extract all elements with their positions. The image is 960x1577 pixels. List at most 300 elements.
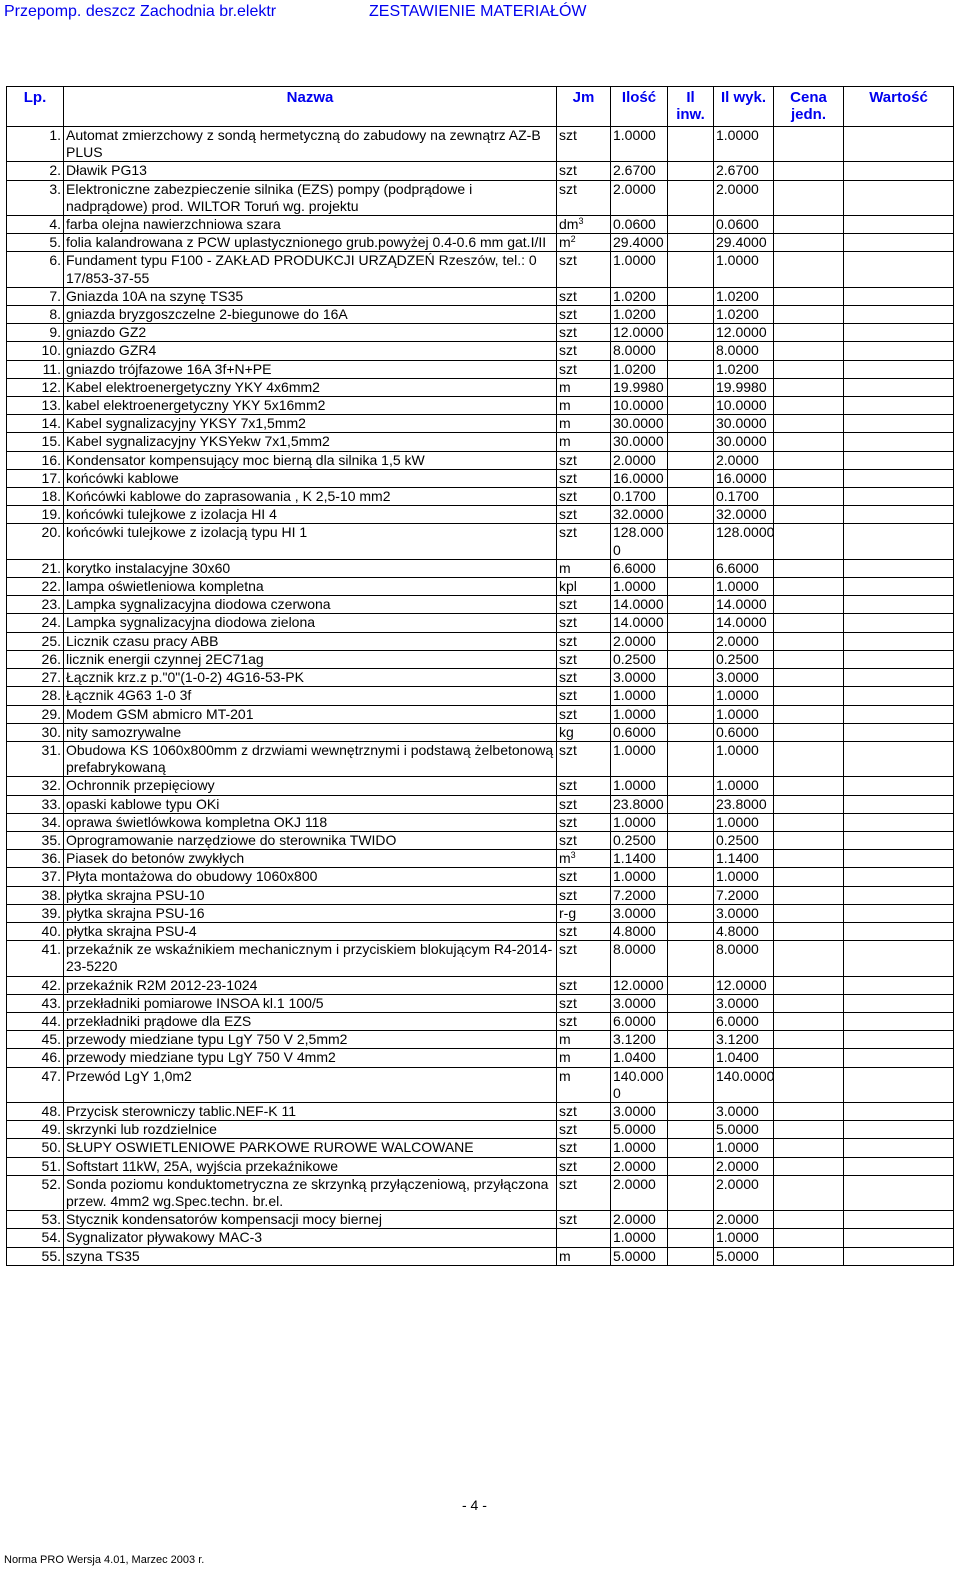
- row-il-wyk: 29.4000: [714, 234, 774, 252]
- row-ilosc: 16.0000: [611, 469, 668, 487]
- row-il-wyk: 1.0000: [714, 741, 774, 776]
- row-jm: szt: [557, 741, 611, 776]
- table-row: [7, 360, 954, 378]
- row-ilosc: 140.0000: [611, 1067, 668, 1102]
- row-jm: szt: [557, 1102, 611, 1120]
- row-name: farba olejna nawierzchniowa szara: [64, 216, 557, 234]
- row-ilosc: 1.0000: [611, 705, 668, 723]
- row-lp: 32.: [7, 777, 64, 795]
- row-lp: 1.: [7, 127, 64, 162]
- row-ilosc: 5.0000: [611, 1247, 668, 1265]
- row-cena: [774, 1102, 844, 1120]
- row-jm: szt: [557, 941, 611, 976]
- row-ilosc: 3.0000: [611, 669, 668, 687]
- row-jm: szt: [557, 1211, 611, 1229]
- table-row: [7, 397, 954, 415]
- row-jm: szt: [557, 451, 611, 469]
- row-cena: [774, 723, 844, 741]
- row-il-inw: [668, 1211, 714, 1229]
- row-lp: 52.: [7, 1175, 64, 1210]
- row-wartosc: [844, 506, 954, 524]
- row-wartosc: [844, 488, 954, 506]
- row-il-inw: [668, 1139, 714, 1157]
- row-name: Lampka sygnalizacyjna diodowa czerwona: [64, 596, 557, 614]
- row-wartosc: [844, 324, 954, 342]
- row-jm: szt: [557, 524, 611, 559]
- table-row: [7, 650, 954, 668]
- row-il-inw: [668, 994, 714, 1012]
- row-cena: [774, 469, 844, 487]
- row-lp: 45.: [7, 1031, 64, 1049]
- row-il-wyk: 8.0000: [714, 342, 774, 360]
- row-lp: 10.: [7, 342, 64, 360]
- row-cena: [774, 687, 844, 705]
- row-wartosc: [844, 180, 954, 215]
- row-wartosc: [844, 922, 954, 940]
- row-il-inw: [668, 886, 714, 904]
- row-il-wyk: 0.2500: [714, 650, 774, 668]
- row-ilosc: 12.0000: [611, 324, 668, 342]
- table-row: [7, 252, 954, 287]
- row-name: płytka skrajna PSU-16: [64, 904, 557, 922]
- row-ilosc: 10.0000: [611, 397, 668, 415]
- row-name: kabel elektroenergetyczny YKY 5x16mm2: [64, 397, 557, 415]
- row-cena: [774, 451, 844, 469]
- row-jm: szt: [557, 596, 611, 614]
- table-row: [7, 632, 954, 650]
- row-il-wyk: 5.0000: [714, 1247, 774, 1265]
- row-lp: 9.: [7, 324, 64, 342]
- row-il-inw: [668, 216, 714, 234]
- column-header-il-wyk: Il wyk.: [714, 87, 774, 127]
- row-il-inw: [668, 904, 714, 922]
- row-ilosc: 8.0000: [611, 941, 668, 976]
- row-il-wyk: 4.8000: [714, 922, 774, 940]
- row-wartosc: [844, 559, 954, 577]
- row-ilosc: 30.0000: [611, 433, 668, 451]
- table-row: [7, 415, 954, 433]
- row-il-inw: [668, 397, 714, 415]
- row-jm: m: [557, 559, 611, 577]
- row-jm: szt: [557, 705, 611, 723]
- row-wartosc: [844, 777, 954, 795]
- row-ilosc: 0.1700: [611, 488, 668, 506]
- row-ilosc: 1.0000: [611, 868, 668, 886]
- unit-base: m: [559, 850, 571, 867]
- row-lp: 29.: [7, 705, 64, 723]
- row-wartosc: [844, 1157, 954, 1175]
- row-cena: [774, 922, 844, 940]
- row-jm: szt: [557, 813, 611, 831]
- row-wartosc: [844, 1012, 954, 1030]
- row-il-wyk: 6.6000: [714, 559, 774, 577]
- row-il-inw: [668, 795, 714, 813]
- table-row: [7, 180, 954, 215]
- row-jm: kg: [557, 723, 611, 741]
- row-il-wyk: 1.0000: [714, 578, 774, 596]
- row-cena: [774, 1031, 844, 1049]
- table-row: [7, 831, 954, 849]
- row-cena: [774, 234, 844, 252]
- row-il-inw: [668, 1229, 714, 1247]
- row-il-inw: [668, 433, 714, 451]
- row-wartosc: [844, 524, 954, 559]
- table-row: [7, 669, 954, 687]
- row-lp: 26.: [7, 650, 64, 668]
- row-name: opaski kablowe typu OKi: [64, 795, 557, 813]
- row-jm: szt: [557, 360, 611, 378]
- row-wartosc: [844, 252, 954, 287]
- row-jm: szt: [557, 127, 611, 162]
- row-lp: 53.: [7, 1211, 64, 1229]
- row-lp: 40.: [7, 922, 64, 940]
- table-row: [7, 614, 954, 632]
- row-jm: szt: [557, 1175, 611, 1210]
- row-name: lampa oświetleniowa kompletna: [64, 578, 557, 596]
- row-jm: szt: [557, 488, 611, 506]
- row-il-inw: [668, 669, 714, 687]
- row-il-wyk: 14.0000: [714, 614, 774, 632]
- row-jm: [557, 216, 611, 234]
- row-ilosc: 2.0000: [611, 180, 668, 215]
- row-wartosc: [844, 904, 954, 922]
- row-name: Łącznik krz.z p."0"(1-0-2) 4G16-53-PK: [64, 669, 557, 687]
- page-number: - 4 -: [462, 1497, 487, 1513]
- row-name: Dławik PG13: [64, 162, 557, 180]
- table-row: [7, 524, 954, 559]
- column-header-nazwa: Nazwa: [64, 87, 557, 127]
- row-lp: 16.: [7, 451, 64, 469]
- row-wartosc: [844, 415, 954, 433]
- row-jm: szt: [557, 922, 611, 940]
- row-jm: szt: [557, 306, 611, 324]
- row-il-inw: [668, 1031, 714, 1049]
- row-wartosc: [844, 216, 954, 234]
- row-il-wyk: 3.0000: [714, 1102, 774, 1120]
- row-il-wyk: 2.0000: [714, 1211, 774, 1229]
- row-wartosc: [844, 831, 954, 849]
- row-il-inw: [668, 614, 714, 632]
- row-il-wyk: 1.0000: [714, 1139, 774, 1157]
- row-il-wyk: 1.0000: [714, 813, 774, 831]
- row-il-wyk: 30.0000: [714, 415, 774, 433]
- row-ilosc: 23.8000: [611, 795, 668, 813]
- row-lp: 2.: [7, 162, 64, 180]
- table-row: [7, 1229, 954, 1247]
- row-name: gniazdo trójfazowe 16A 3f+N+PE: [64, 360, 557, 378]
- table-row: [7, 342, 954, 360]
- table-row: [7, 1211, 954, 1229]
- row-cena: [774, 1229, 844, 1247]
- row-lp: 24.: [7, 614, 64, 632]
- row-lp: 38.: [7, 886, 64, 904]
- row-jm: szt: [557, 1139, 611, 1157]
- row-il-inw: [668, 360, 714, 378]
- row-il-wyk: 0.6000: [714, 723, 774, 741]
- row-il-wyk: 16.0000: [714, 469, 774, 487]
- row-ilosc: 1.0000: [611, 1229, 668, 1247]
- row-il-wyk: 12.0000: [714, 324, 774, 342]
- row-name: Kabel elektroenergetyczny YKY 4x6mm2: [64, 378, 557, 396]
- row-name: Piasek do betonów zwykłych: [64, 850, 557, 868]
- row-il-inw: [668, 632, 714, 650]
- row-il-inw: [668, 831, 714, 849]
- table-row: [7, 994, 954, 1012]
- table-row: [7, 1049, 954, 1067]
- row-il-wyk: 32.0000: [714, 506, 774, 524]
- row-cena: [774, 1211, 844, 1229]
- row-wartosc: [844, 723, 954, 741]
- row-lp: 30.: [7, 723, 64, 741]
- row-jm: szt: [557, 687, 611, 705]
- row-name: Płyta montażowa do obudowy 1060x800: [64, 868, 557, 886]
- row-wartosc: [844, 433, 954, 451]
- row-name: przekaźnik ze wskaźnikiem mechanicznym i przyciskiem blokującym R4-2014-23-5220: [64, 941, 557, 976]
- row-lp: 7.: [7, 287, 64, 305]
- row-jm: m: [557, 1247, 611, 1265]
- row-lp: 36.: [7, 850, 64, 868]
- row-lp: 27.: [7, 669, 64, 687]
- row-lp: 11.: [7, 360, 64, 378]
- row-name: Łącznik 4G63 1-0 3f: [64, 687, 557, 705]
- row-name: Kabel sygnalizacyjny YKSYekw 7x1,5mm2: [64, 433, 557, 451]
- row-wartosc: [844, 306, 954, 324]
- table-row: [7, 705, 954, 723]
- row-cena: [774, 1157, 844, 1175]
- row-cena: [774, 795, 844, 813]
- row-lp: 19.: [7, 506, 64, 524]
- header-report-title: ZESTAWIENIE MATERIAŁÓW: [369, 3, 587, 20]
- row-lp: 4.: [7, 216, 64, 234]
- row-lp: 51.: [7, 1157, 64, 1175]
- row-wartosc: [844, 669, 954, 687]
- row-lp: 46.: [7, 1049, 64, 1067]
- row-il-inw: [668, 488, 714, 506]
- row-jm: szt: [557, 831, 611, 849]
- row-lp: 18.: [7, 488, 64, 506]
- row-ilosc: 0.2500: [611, 831, 668, 849]
- row-il-inw: [668, 941, 714, 976]
- table-row: [7, 976, 954, 994]
- row-il-wyk: 128.0000: [714, 524, 774, 559]
- row-ilosc: 30.0000: [611, 415, 668, 433]
- row-il-inw: [668, 687, 714, 705]
- table-row: [7, 1139, 954, 1157]
- row-jm: szt: [557, 252, 611, 287]
- table-row: [7, 506, 954, 524]
- row-il-wyk: 1.0000: [714, 777, 774, 795]
- row-cena: [774, 1247, 844, 1265]
- row-cena: [774, 1012, 844, 1030]
- row-il-wyk: 1.0200: [714, 360, 774, 378]
- table-row: [7, 378, 954, 396]
- row-jm: m: [557, 433, 611, 451]
- row-lp: 50.: [7, 1139, 64, 1157]
- row-jm: szt: [557, 777, 611, 795]
- row-ilosc: 8.0000: [611, 342, 668, 360]
- row-ilosc: 1.0200: [611, 306, 668, 324]
- row-il-wyk: 2.0000: [714, 451, 774, 469]
- row-cena: [774, 306, 844, 324]
- table-row: [7, 1012, 954, 1030]
- row-ilosc: 1.0400: [611, 1049, 668, 1067]
- row-il-wyk: 1.0000: [714, 687, 774, 705]
- row-jm: m: [557, 397, 611, 415]
- row-ilosc: 1.0000: [611, 1139, 668, 1157]
- row-lp: 21.: [7, 559, 64, 577]
- row-name: przekładniki pomiarowe INSOA kl.1 100/5: [64, 994, 557, 1012]
- row-ilosc: 1.0000: [611, 777, 668, 795]
- row-ilosc: 32.0000: [611, 506, 668, 524]
- unit-exponent: 3: [570, 850, 576, 861]
- row-jm: szt: [557, 342, 611, 360]
- row-il-inw: [668, 650, 714, 668]
- row-ilosc: 14.0000: [611, 614, 668, 632]
- row-name: Sonda poziomu konduktometryczna ze skrzynką przyłączeniową, przyłączona przew. 4mm2 wg.Spec.techn. br.el.: [64, 1175, 557, 1210]
- table-row: [7, 1102, 954, 1120]
- row-name: Modem GSM abmicro MT-201: [64, 705, 557, 723]
- row-wartosc: [844, 1247, 954, 1265]
- row-lp: 28.: [7, 687, 64, 705]
- row-lp: 14.: [7, 415, 64, 433]
- unit-exponent: 2: [570, 234, 576, 245]
- row-wartosc: [844, 1067, 954, 1102]
- row-name: Softstart 11kW, 25A, wyjścia przekaźnikowe: [64, 1157, 557, 1175]
- row-jm: [557, 850, 611, 868]
- column-header-ilosc: Ilość: [611, 87, 668, 127]
- row-lp: 25.: [7, 632, 64, 650]
- row-cena: [774, 886, 844, 904]
- row-ilosc: 3.0000: [611, 904, 668, 922]
- table-row: [7, 813, 954, 831]
- row-il-inw: [668, 1102, 714, 1120]
- table-row: [7, 868, 954, 886]
- row-il-inw: [668, 578, 714, 596]
- row-il-wyk: 30.0000: [714, 433, 774, 451]
- row-name: szyna TS35: [64, 1247, 557, 1265]
- row-il-wyk: 1.1400: [714, 850, 774, 868]
- row-il-wyk: 7.2000: [714, 886, 774, 904]
- table-row: [7, 451, 954, 469]
- table-row: [7, 559, 954, 577]
- row-name: SŁUPY OSWIETLENIOWE PARKOWE RUROWE WALCOWANE: [64, 1139, 557, 1157]
- row-cena: [774, 127, 844, 162]
- row-il-inw: [668, 559, 714, 577]
- table-row: [7, 234, 954, 252]
- row-wartosc: [844, 1031, 954, 1049]
- row-cena: [774, 415, 844, 433]
- table-row: [7, 922, 954, 940]
- table-header-row: [7, 87, 954, 127]
- row-wartosc: [844, 614, 954, 632]
- row-jm: szt: [557, 1012, 611, 1030]
- row-name: nity samozrywalne: [64, 723, 557, 741]
- row-ilosc: 6.6000: [611, 559, 668, 577]
- row-wartosc: [844, 994, 954, 1012]
- materials-table: [6, 86, 954, 1266]
- row-name: Kabel sygnalizacyjny YKSY 7x1,5mm2: [64, 415, 557, 433]
- row-wartosc: [844, 886, 954, 904]
- row-lp: 6.: [7, 252, 64, 287]
- row-name: gniazdo GZ2: [64, 324, 557, 342]
- row-lp: 42.: [7, 976, 64, 994]
- row-cena: [774, 180, 844, 215]
- row-il-wyk: 2.6700: [714, 162, 774, 180]
- row-il-inw: [668, 596, 714, 614]
- row-name: przewody miedziane typu LgY 750 V 2,5mm2: [64, 1031, 557, 1049]
- row-name: Licznik czasu pracy ABB: [64, 632, 557, 650]
- row-il-inw: [668, 741, 714, 776]
- row-cena: [774, 1067, 844, 1102]
- row-wartosc: [844, 1175, 954, 1210]
- row-ilosc: 0.2500: [611, 650, 668, 668]
- row-il-wyk: 23.8000: [714, 795, 774, 813]
- row-lp: 54.: [7, 1229, 64, 1247]
- row-il-wyk: 2.0000: [714, 180, 774, 215]
- row-lp: 48.: [7, 1102, 64, 1120]
- row-wartosc: [844, 469, 954, 487]
- row-name: końcówki tulejkowe z izolacja HI 4: [64, 506, 557, 524]
- row-il-wyk: 0.0600: [714, 216, 774, 234]
- row-jm: kpl: [557, 578, 611, 596]
- row-lp: 55.: [7, 1247, 64, 1265]
- row-cena: [774, 741, 844, 776]
- row-jm: szt: [557, 614, 611, 632]
- table-row: [7, 1157, 954, 1175]
- row-lp: 44.: [7, 1012, 64, 1030]
- row-il-inw: [668, 252, 714, 287]
- row-jm: szt: [557, 506, 611, 524]
- row-jm: szt: [557, 632, 611, 650]
- row-il-wyk: 12.0000: [714, 976, 774, 994]
- table-row: [7, 1175, 954, 1210]
- row-lp: 15.: [7, 433, 64, 451]
- unit-base: m: [559, 234, 571, 251]
- row-il-wyk: 0.1700: [714, 488, 774, 506]
- row-il-inw: [668, 705, 714, 723]
- row-cena: [774, 632, 844, 650]
- row-name: korytko instalacyjne 30x60: [64, 559, 557, 577]
- row-lp: 37.: [7, 868, 64, 886]
- row-ilosc: 0.0600: [611, 216, 668, 234]
- row-wartosc: [844, 687, 954, 705]
- row-il-wyk: 3.0000: [714, 904, 774, 922]
- row-name: Automat zmierzchowy z sondą hermetyczną do zabudowy na zewnątrz AZ-B PLUS: [64, 127, 557, 162]
- row-il-inw: [668, 342, 714, 360]
- row-il-wyk: 1.0200: [714, 287, 774, 305]
- table-row: [7, 941, 954, 976]
- row-il-inw: [668, 1067, 714, 1102]
- table-row: [7, 1067, 954, 1102]
- row-name: oprawa świetlówkowa kompletna OKJ 118: [64, 813, 557, 831]
- table-row: [7, 306, 954, 324]
- row-il-wyk: 1.0000: [714, 1229, 774, 1247]
- row-il-inw: [668, 1247, 714, 1265]
- unit-base: dm: [559, 216, 579, 233]
- row-ilosc: 6.0000: [611, 1012, 668, 1030]
- row-name: końcówki kablowe: [64, 469, 557, 487]
- row-jm: szt: [557, 868, 611, 886]
- row-cena: [774, 868, 844, 886]
- row-ilosc: 1.0200: [611, 287, 668, 305]
- row-il-inw: [668, 180, 714, 215]
- row-il-inw: [668, 451, 714, 469]
- row-cena: [774, 813, 844, 831]
- row-jm: szt: [557, 994, 611, 1012]
- table-row: [7, 1121, 954, 1139]
- row-wartosc: [844, 850, 954, 868]
- row-cena: [774, 1121, 844, 1139]
